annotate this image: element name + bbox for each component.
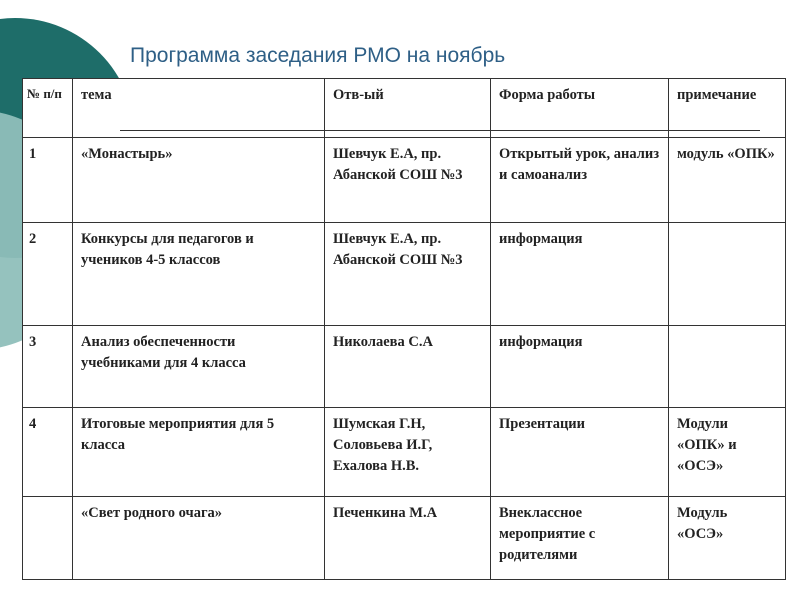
cell-form: Внеклассное мероприятие с родителями <box>491 497 669 580</box>
cell-topic: Анализ обеспеченности учебниками для 4 класса <box>73 326 325 408</box>
cell-num: 1 <box>23 138 73 223</box>
table-row <box>23 408 786 497</box>
cell-topic: «Монастырь» <box>73 138 325 223</box>
header-note: примечание <box>669 79 786 138</box>
cell-note: модуль «ОПК» <box>669 138 786 223</box>
header-form: Форма работы <box>491 79 669 138</box>
cell-topic: «Свет родного очага» <box>73 497 325 580</box>
table-row <box>23 138 786 223</box>
header-responsible: Отв-ый <box>325 79 491 138</box>
cell-num: 4 <box>23 408 73 497</box>
cell-responsible: Шевчук Е.А, пр. Абанской СОШ №3 <box>325 138 491 223</box>
cell-topic: Итоговые мероприятия для 5 класса <box>73 408 325 497</box>
header-topic: тема <box>73 79 325 138</box>
table-row <box>23 223 786 326</box>
page-title: Программа заседания РМО на ноябрь <box>130 44 506 67</box>
table-row <box>23 497 786 580</box>
table-header-row <box>23 79 786 138</box>
table-row <box>23 326 786 408</box>
cell-responsible: Шумская Г.Н, Соловьева И.Г, Ехалова Н.В. <box>325 408 491 497</box>
program-table <box>22 78 786 580</box>
cell-note: Модули «ОПК» и «ОСЭ» <box>669 408 786 497</box>
cell-responsible: Печенкина М.А <box>325 497 491 580</box>
cell-num: 3 <box>23 326 73 408</box>
cell-responsible: Николаева С.А <box>325 326 491 408</box>
cell-responsible: Шевчук Е.А, пр. Абанской СОШ №3 <box>325 223 491 326</box>
cell-form: Открытый урок, анализ и самоанализ <box>491 138 669 223</box>
cell-form: информация <box>491 223 669 326</box>
header-underline <box>120 130 760 131</box>
cell-topic: Конкурсы для педагогов и учеников 4-5 классов <box>73 223 325 326</box>
header-num: № п/п <box>23 79 73 138</box>
cell-note <box>669 223 786 326</box>
cell-form: Презентации <box>491 408 669 497</box>
cell-form: информация <box>491 326 669 408</box>
cell-num: 2 <box>23 223 73 326</box>
cell-note <box>669 326 786 408</box>
cell-note: Модуль «ОСЭ» <box>669 497 786 580</box>
cell-num <box>23 497 73 580</box>
